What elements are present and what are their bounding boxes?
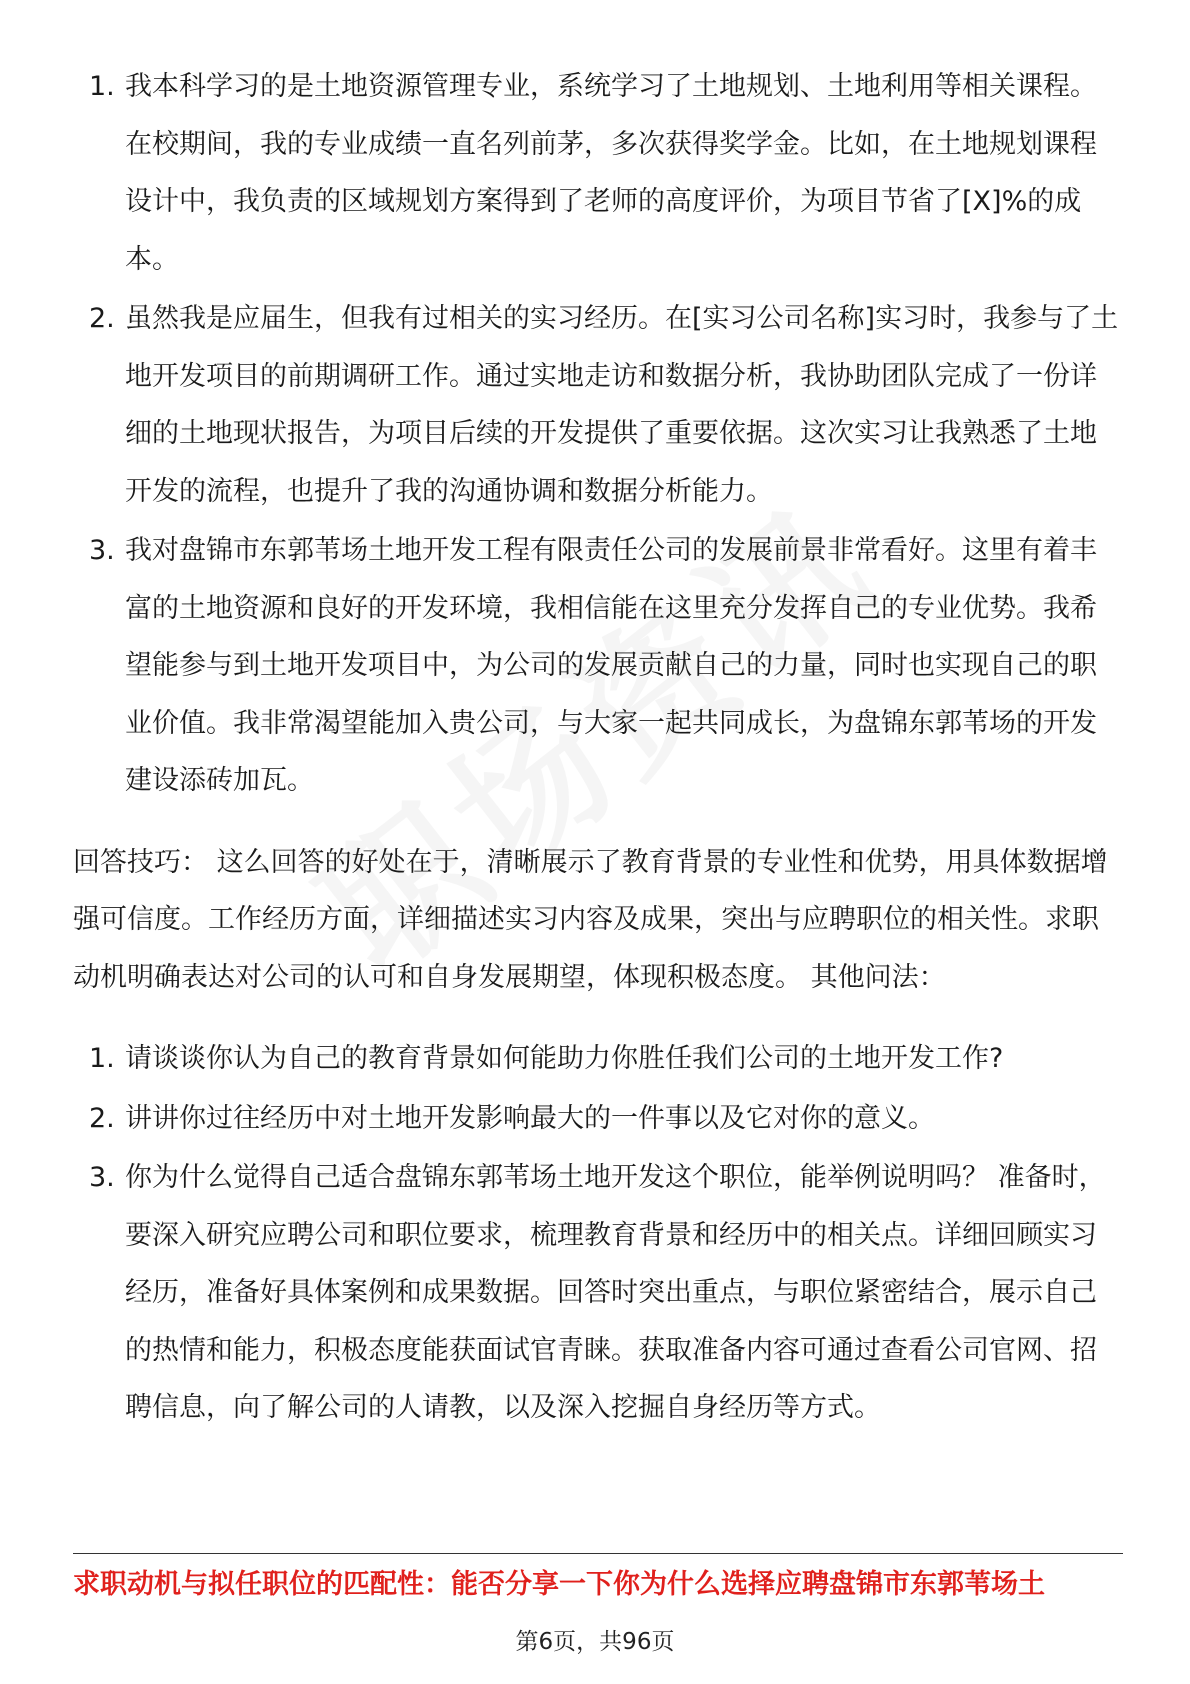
list-item [73, 1090, 1123, 1148]
list-item-text: 我对盘锦市东郭苇场土地开发工程有限责任公司的发展前景非常看好。这里有着丰富的土地资源和良好的开发环境，我相信能在这里充分发挥自己的专业优势。我希望能参与到土地开发项目中，为公司的发展贡献自己的力量，同时也实现自己的职业价值。我非常渴望能加入贵公司，与大家一起共同成长，为盘锦东郭苇场的开发建设添砖加瓦。 [125, 535, 1097, 796]
answer-points-list [73, 58, 1123, 810]
list-item [73, 58, 1123, 288]
list-item [73, 522, 1123, 810]
list-item [73, 1030, 1123, 1088]
list-item-text: 虽然我是应届生，但我有过相关的实习经历。在[实习公司名称]实习时，我参与了土地开发项目的前期调研工作。通过实地走访和数据分析，我协助团队完成了一份详细的土地现状报告，为项目后续的开发提供了重要依据。这次实习让我熟悉了土地开发的流程，也提升了我的沟通协调和数据分析能力。 [125, 303, 1119, 507]
main-content [73, 58, 1123, 1439]
list-item-number: 3. [89, 1162, 115, 1193]
list-item-number: 3. [89, 535, 115, 566]
next-section-heading: 求职动机与拟任职位的匹配性：能否分享一下你为什么选择应聘盘锦市东郭苇场土 [73, 1569, 1045, 1600]
list-item-number: 1. [89, 71, 115, 102]
list-item [73, 1149, 1123, 1437]
list-item-number: 2. [89, 1102, 115, 1134]
list-item-number: 1. [89, 1043, 115, 1074]
page-number-footer: 第6页，共96页 [515, 1629, 675, 1655]
other-questions-list [73, 1030, 1123, 1437]
list-item-text: 你为什么觉得自己适合盘锦东郭苇场土地开发这个职位，能举例说明吗？ 准备时，要深入研究应聘公司和职位要求，梳理教育背景和经历中的相关点。详细回顾实习经历，准备好具体案例和成果数据。回答时突出重点，与职位紧密结合，展示自己的热情和能力，积极态度能获面试官青睐。获取准备内容可通过查看公司官网、招聘信息，向了解公司的人请教，以及深入挖掘自身经历等方式。 [125, 1162, 1106, 1423]
list-item [73, 290, 1123, 520]
section-divider [73, 1553, 1123, 1554]
list-item-text: 讲讲你过往经历中对土地开发影响最大的一件事以及它对你的意义。 [125, 1102, 935, 1134]
list-item-text: 请谈谈你认为自己的教育背景如何能助力你胜任我们公司的土地开发工作? [125, 1043, 1004, 1074]
list-item-number: 2. [89, 303, 115, 334]
answer-tips-paragraph: 回答技巧： 这么回答的好处在于，清晰展示了教育背景的专业性和优势，用具体数据增强可信度。工作经历方面，详细描述实习内容及成果，突出与应聘职位的相关性。求职动机明确表达对公司的认可和自身发展期望，体现积极态度。 其他问法： [73, 846, 1108, 993]
list-item-text: 我本科学习的是土地资源管理专业，系统学习了土地规划、土地利用等相关课程。在校期间，我的专业成绩一直名列前茅，多次获得奖学金。比如，在土地规划课程设计中，我负责的区域规划方案得到了老师的高度评价，为项目节省了[X]%的成本。 [125, 71, 1097, 275]
